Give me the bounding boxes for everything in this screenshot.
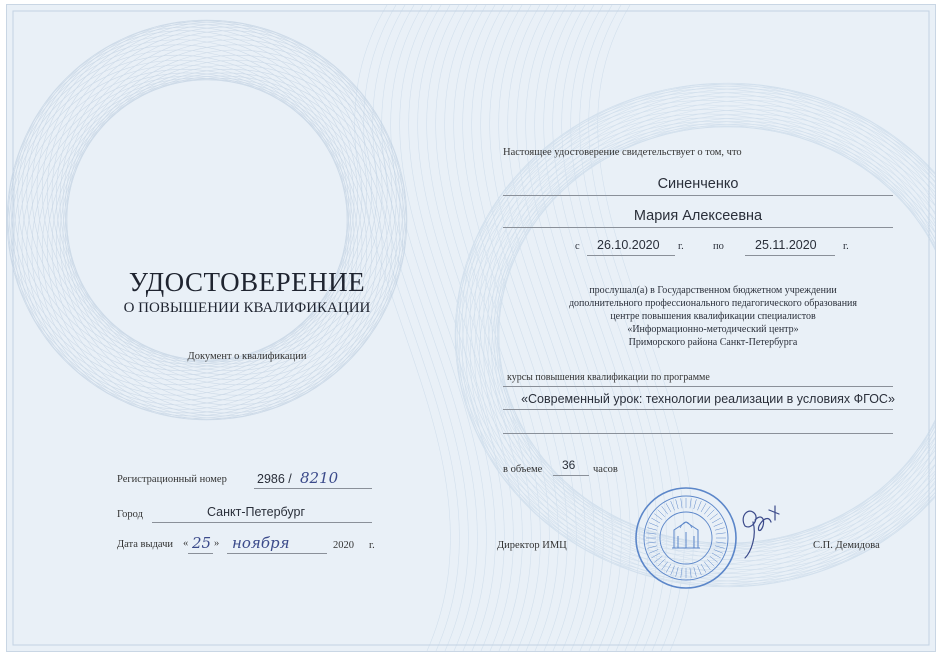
volume-hours: 36 [562, 458, 576, 472]
program-intro: курсы повышения квалификации по программе [507, 372, 710, 383]
registration-number-printed: 2986 / [257, 472, 292, 486]
issue-date-year: 2020 [333, 540, 354, 551]
recipient-given-names: Мария Алексеевна [633, 208, 763, 224]
registration-number-handwritten: 8210 [300, 469, 339, 487]
city-value: Санкт-Петербург [207, 505, 306, 519]
institution-line-2: дополнительного профессионального педагогического образования [568, 298, 858, 309]
program-name: «Современный урок: технологии реализации в условиях ФГОС» [521, 392, 895, 406]
institution-line-3: центре повышения квалификации специалистов [610, 311, 816, 322]
registration-line [254, 488, 372, 489]
given-names-line [503, 227, 893, 228]
institution-line-4: «Информационно-методический центр» [627, 324, 799, 335]
institution-line-5: Приморского района Санкт-Петербурга [628, 337, 798, 348]
certificate-subtitle: О ПОВЫШЕНИИ КВАЛИФИКАЦИИ [123, 300, 371, 316]
document-type: Документ о квалификации [187, 351, 307, 362]
official-seal-icon [634, 486, 738, 590]
issue-date-month: ноября [232, 534, 290, 552]
program-line-2 [503, 433, 893, 434]
surname-line [503, 195, 893, 196]
issue-month-line [227, 553, 327, 554]
signatory-name: С.П. Демидова [813, 540, 880, 551]
institution-line-1: прослушал(а) в Государственном бюджетном учреждении [589, 285, 837, 296]
period-to-label: по [713, 241, 724, 252]
recipient-intro: Настоящее удостоверение свидетельствует о том, что [503, 147, 742, 158]
signature-mark [731, 496, 791, 566]
period-to-line [745, 255, 835, 256]
issue-day-line [188, 553, 213, 554]
city-label: Город [117, 509, 143, 520]
city-line [152, 522, 372, 523]
certificate-sheet [6, 4, 936, 652]
volume-label: в объеме [503, 464, 543, 475]
certificate-title: УДОСТОВЕРЕНИЕ [128, 267, 366, 297]
volume-line [553, 475, 589, 476]
program-line-1 [503, 409, 893, 410]
registration-label: Регистрационный номер [117, 474, 227, 485]
recipient-surname: Синенченко [657, 176, 739, 192]
issue-date-day: 25 [192, 534, 212, 552]
program-intro-line [503, 386, 893, 387]
volume-unit: часов [593, 464, 618, 475]
period-to-suffix: г. [843, 241, 849, 252]
issue-date-year-suffix: г. [369, 540, 375, 551]
period-from-label: с [575, 241, 580, 252]
issue-date-close-quote: » [214, 538, 220, 549]
institution-block [503, 284, 923, 349]
period-from-date: 26.10.2020 [597, 238, 660, 252]
signatory-position: Директор ИМЦ [497, 540, 567, 551]
period-to-date: 25.11.2020 [755, 238, 817, 252]
issue-date-label: Дата выдачи [117, 539, 174, 550]
period-from-line [587, 255, 675, 256]
period-from-suffix: г. [678, 241, 684, 252]
issue-date-open-quote: « [183, 538, 189, 549]
